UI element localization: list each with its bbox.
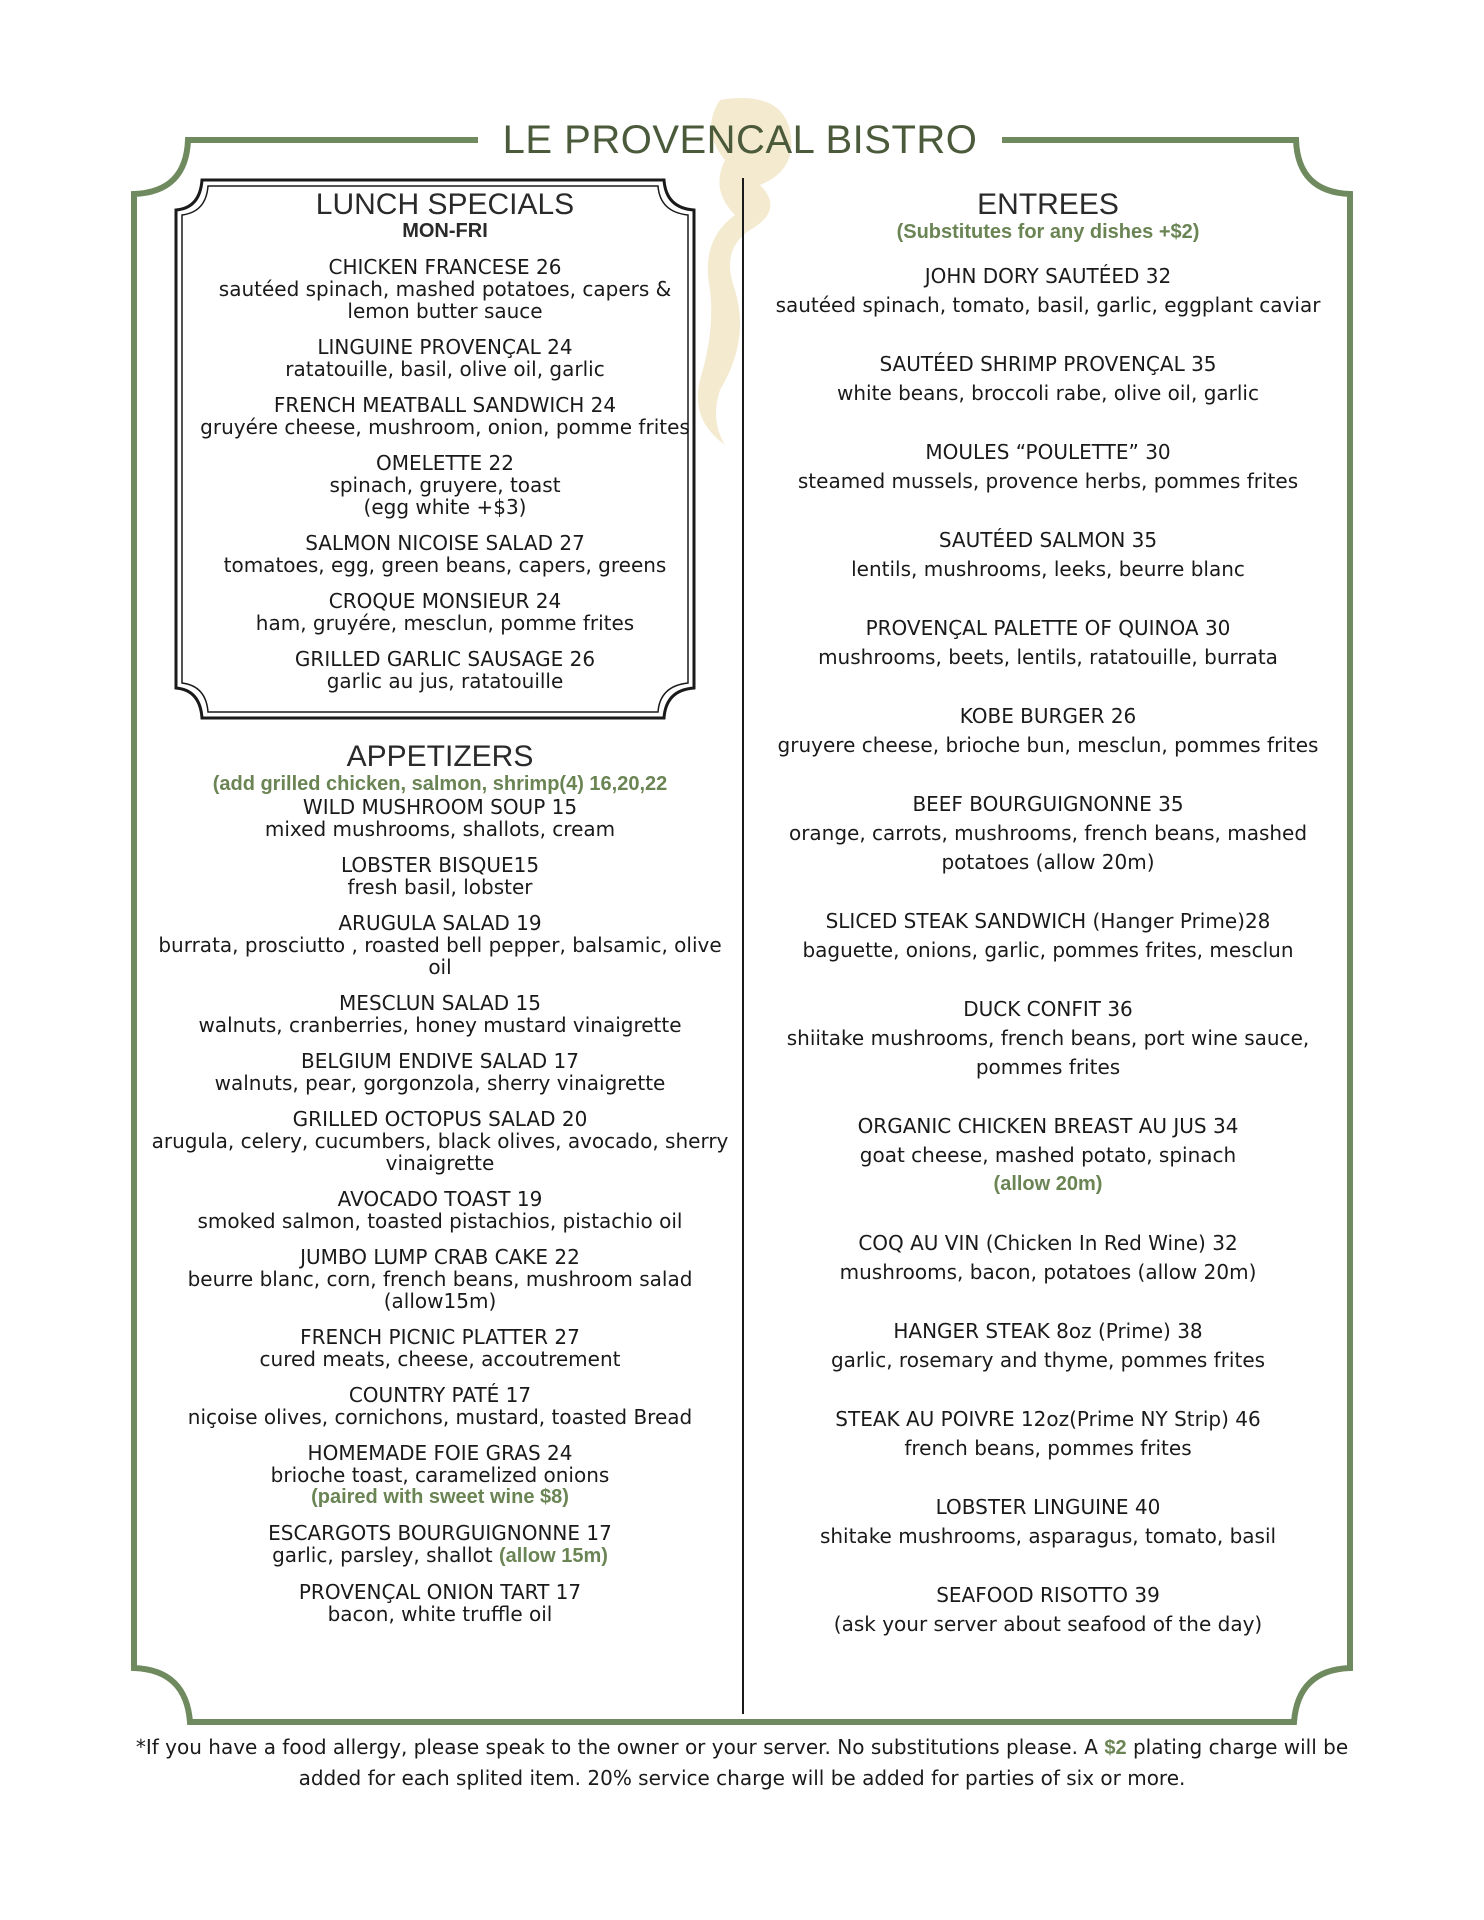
entree-item bbox=[762, 1493, 1334, 1551]
item-desc: cured meats, cheese, accoutrement bbox=[259, 1347, 621, 1371]
item-name: ORGANIC CHICKEN BREAST AU JUS 34 bbox=[857, 1114, 1239, 1138]
item-extra: (egg white +$3) bbox=[363, 495, 527, 519]
item-desc: french beans, pommes frites bbox=[904, 1436, 1192, 1460]
item-name: FRENCH PICNIC PLATTER 27 bbox=[300, 1325, 580, 1349]
lunch-item bbox=[190, 394, 700, 438]
item-desc: mushrooms, beets, lentils, ratatouille, burrata bbox=[818, 645, 1278, 669]
entree-item bbox=[762, 438, 1334, 496]
item-desc: tomatoes, egg, green beans, capers, greens bbox=[223, 553, 667, 577]
entree-item bbox=[762, 262, 1334, 320]
item-desc: smoked salmon, toasted pistachios, pistachio oil bbox=[197, 1209, 683, 1233]
entree-item bbox=[762, 350, 1334, 408]
item-name: GRILLED GARLIC SAUSAGE 26 bbox=[294, 647, 596, 671]
appetizer-item bbox=[150, 1581, 730, 1625]
item-desc: white beans, broccoli rabe, olive oil, garlic bbox=[837, 381, 1259, 405]
appetizers-note: (add grilled chicken, salmon, shrimp(4) 16,20,22 bbox=[212, 773, 668, 795]
lunch-item bbox=[190, 648, 700, 692]
item-desc: goat cheese, mashed potato, spinach bbox=[859, 1143, 1237, 1167]
item-name: OMELETTE 22 bbox=[376, 451, 514, 475]
item-desc: mushrooms, bacon, potatoes (allow 20m) bbox=[839, 1260, 1257, 1284]
item-name: SLICED STEAK SANDWICH (Hanger Prime)28 bbox=[825, 909, 1271, 933]
item-name: SAUTÉED SALMON 35 bbox=[938, 528, 1158, 552]
lunch-item bbox=[190, 256, 700, 322]
appetizer-item bbox=[150, 992, 730, 1036]
item-name: PROVENÇAL PALETTE OF QUINOA 30 bbox=[865, 616, 1231, 640]
entree-item bbox=[762, 1405, 1334, 1463]
entrees-note: (Substitutes for any dishes +$2) bbox=[896, 221, 1200, 243]
item-name: LOBSTER BISQUE15 bbox=[340, 853, 540, 877]
item-desc: shiitake mushrooms, french beans, port wine sauce, pommes frites bbox=[786, 1026, 1310, 1079]
item-name: COQ AU VIN (Chicken In Red Wine) 32 bbox=[858, 1231, 1238, 1255]
restaurant-name: LE PROVENCAL BISTRO bbox=[502, 118, 978, 162]
allergy-footer-note bbox=[130, 1732, 1354, 1793]
entree-item bbox=[762, 526, 1334, 584]
item-name: MESCLUN SALAD 15 bbox=[339, 991, 541, 1015]
item-desc: niçoise olives, cornichons, mustard, toasted Bread bbox=[187, 1405, 693, 1429]
item-desc: shitake mushrooms, asparagus, tomato, basil bbox=[819, 1524, 1277, 1548]
item-desc: brioche toast, caramelized onions bbox=[270, 1463, 610, 1487]
appetizer-item bbox=[150, 796, 730, 840]
lunch-item bbox=[190, 452, 700, 518]
item-note: (allow 20m) bbox=[993, 1173, 1103, 1195]
item-name: SAUTÉED SHRIMP PROVENÇAL 35 bbox=[879, 352, 1217, 376]
item-name: SALMON NICOISE SALAD 27 bbox=[305, 531, 585, 555]
appetizer-item bbox=[150, 1442, 730, 1508]
item-desc-line bbox=[150, 1544, 730, 1567]
lunch-item bbox=[190, 336, 700, 380]
lunch-item bbox=[190, 590, 700, 634]
item-name: BEEF BOURGUIGNONNE 35 bbox=[912, 792, 1184, 816]
lunch-title: LUNCH SPECIALS bbox=[315, 188, 575, 221]
item-desc: mixed mushrooms, shallots, cream bbox=[264, 817, 616, 841]
item-name: LINGUINE PROVENÇAL 24 bbox=[317, 335, 573, 359]
footer-text-after: plating charge will be added for each splited item. 20% service charge will be added for parties of six or more. bbox=[298, 1735, 1349, 1790]
item-desc: walnuts, cranberries, honey mustard vinaigrette bbox=[198, 1013, 682, 1037]
item-name: FRENCH MEATBALL SANDWICH 24 bbox=[273, 393, 617, 417]
item-name: HOMEMADE FOIE GRAS 24 bbox=[307, 1441, 573, 1465]
item-desc: spinach, gruyere, toast bbox=[329, 473, 561, 497]
appetizers-title: APPETIZERS bbox=[346, 740, 534, 773]
item-name: CROQUE MONSIEUR 24 bbox=[328, 589, 562, 613]
item-desc: sautéed spinach, tomato, basil, garlic, eggplant caviar bbox=[775, 293, 1321, 317]
appetizer-item bbox=[150, 1108, 730, 1174]
item-desc: garlic au jus, ratatouille bbox=[326, 669, 564, 693]
item-name: AVOCADO TOAST 19 bbox=[337, 1187, 543, 1211]
appetizer-item bbox=[150, 1050, 730, 1094]
item-name: JUMBO LUMP CRAB CAKE 22 bbox=[300, 1245, 580, 1269]
appetizer-item bbox=[150, 1188, 730, 1232]
item-note: (allow 15m) bbox=[498, 1545, 608, 1567]
item-name: WILD MUSHROOM SOUP 15 bbox=[302, 795, 578, 819]
item-desc: ham, gruyére, mesclun, pomme frites bbox=[255, 611, 635, 635]
item-name: COUNTRY PATÉ 17 bbox=[348, 1383, 532, 1407]
entree-item bbox=[762, 1317, 1334, 1375]
item-name: MOULES “POULETTE” 30 bbox=[925, 440, 1171, 464]
column-divider bbox=[742, 178, 744, 1714]
lunch-subtitle: MON-FRI bbox=[402, 220, 488, 242]
item-note: (paired with sweet wine $8) bbox=[311, 1486, 569, 1508]
item-desc: (ask your server about seafood of the day) bbox=[833, 1612, 1263, 1636]
entree-item bbox=[762, 1229, 1334, 1287]
item-name: JOHN DORY SAUTÉED 32 bbox=[924, 264, 1172, 288]
entree-item bbox=[762, 790, 1334, 877]
item-desc: sautéed spinach, mashed potatoes, capers & lemon butter sauce bbox=[218, 277, 672, 323]
item-name: BELGIUM ENDIVE SALAD 17 bbox=[301, 1049, 579, 1073]
entree-item bbox=[762, 1112, 1334, 1199]
entrees-title: ENTREES bbox=[977, 188, 1119, 221]
appetizer-item bbox=[150, 854, 730, 898]
item-name: DUCK CONFIT 36 bbox=[963, 997, 1133, 1021]
item-desc: beurre blanc, corn, french beans, mushroom salad (allow15m) bbox=[187, 1267, 693, 1313]
entree-item bbox=[762, 1581, 1334, 1639]
entree-item bbox=[762, 995, 1334, 1082]
item-name: LOBSTER LINGUINE 40 bbox=[935, 1495, 1161, 1519]
entree-item bbox=[762, 702, 1334, 760]
item-desc: garlic, rosemary and thyme, pommes frites bbox=[830, 1348, 1266, 1372]
item-desc: steamed mussels, provence herbs, pommes frites bbox=[797, 469, 1299, 493]
item-desc: bacon, white truffle oil bbox=[327, 1602, 553, 1626]
item-desc: fresh basil, lobster bbox=[347, 875, 533, 899]
item-desc: orange, carrots, mushrooms, french beans, mashed potatoes (allow 20m) bbox=[788, 821, 1308, 874]
item-desc: lentils, mushrooms, leeks, beurre blanc bbox=[851, 557, 1245, 581]
entree-item bbox=[762, 614, 1334, 672]
item-desc: gruyere cheese, brioche bun, mesclun, pommes frites bbox=[777, 733, 1319, 757]
item-name: STEAK AU POIVRE 12oz(Prime NY Strip) 46 bbox=[835, 1407, 1261, 1431]
appetizer-item bbox=[150, 912, 730, 978]
appetizers-section bbox=[150, 742, 730, 1639]
item-name: KOBE BURGER 26 bbox=[959, 704, 1137, 728]
footer-text-before: *If you have a food allergy, please speak to the owner or your server. No substitutions please. A bbox=[135, 1735, 1105, 1759]
item-desc: gruyére cheese, mushroom, onion, pomme frites bbox=[200, 415, 690, 439]
item-name: ESCARGOTS BOURGUIGNONNE 17 bbox=[268, 1521, 612, 1545]
appetizer-item bbox=[150, 1384, 730, 1428]
item-desc: ratatouille, basil, olive oil, garlic bbox=[285, 357, 605, 381]
entrees-section bbox=[762, 190, 1334, 1669]
lunch-specials-section bbox=[190, 190, 700, 706]
lunch-item bbox=[190, 532, 700, 576]
item-name: CHICKEN FRANCESE 26 bbox=[328, 255, 562, 279]
appetizer-item bbox=[150, 1246, 730, 1312]
entree-item bbox=[762, 907, 1334, 965]
item-name: HANGER STEAK 8oz (Prime) 38 bbox=[893, 1319, 1203, 1343]
item-name: ARUGULA SALAD 19 bbox=[338, 911, 542, 935]
footer-plating-charge: $2 bbox=[1104, 1737, 1127, 1759]
item-name: PROVENÇAL ONION TART 17 bbox=[298, 1580, 582, 1604]
appetizer-item bbox=[150, 1522, 730, 1567]
item-desc: arugula, celery, cucumbers, black olives, avocado, sherry vinaigrette bbox=[151, 1129, 729, 1175]
item-desc: garlic, parsley, shallot bbox=[272, 1543, 493, 1567]
item-name: SEAFOOD RISOTTO 39 bbox=[936, 1583, 1160, 1607]
item-name: GRILLED OCTOPUS SALAD 20 bbox=[292, 1107, 588, 1131]
item-desc: burrata, prosciutto , roasted bell pepper, balsamic, olive oil bbox=[158, 933, 722, 979]
item-desc: walnuts, pear, gorgonzola, sherry vinaigrette bbox=[214, 1071, 666, 1095]
item-desc: baguette, onions, garlic, pommes frites, mesclun bbox=[802, 938, 1294, 962]
appetizer-item bbox=[150, 1326, 730, 1370]
